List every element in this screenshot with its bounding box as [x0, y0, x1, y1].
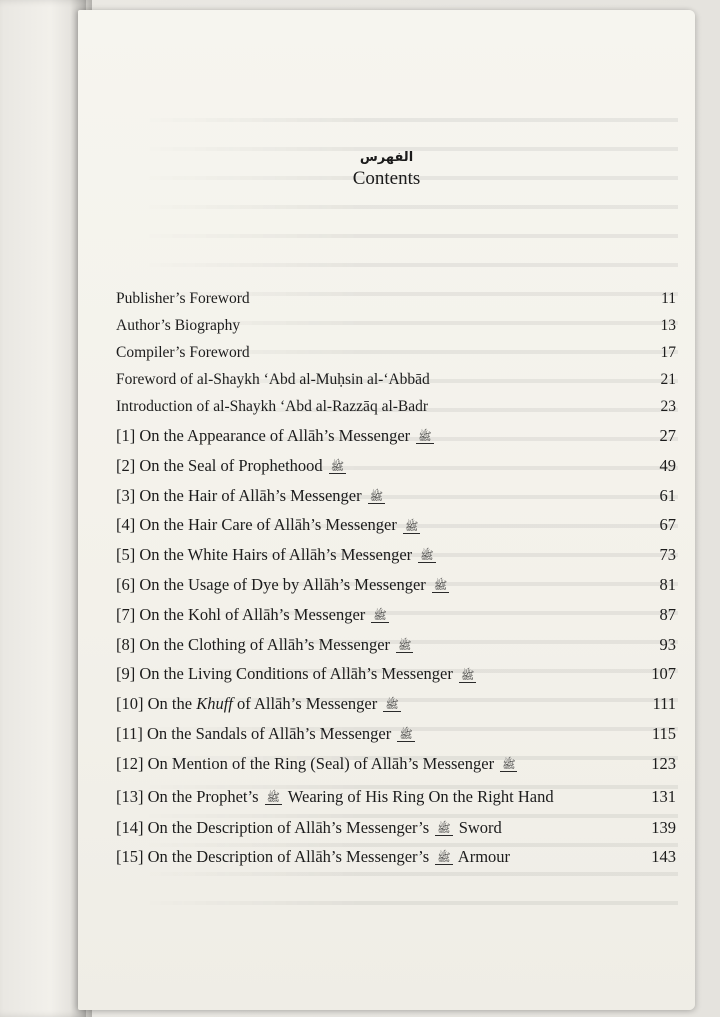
toc-entry-title: [12] On Mention of the Ring (Seal) of Allāh’s Messenger ﷺ: [116, 753, 516, 773]
toc-entry-title: [4] On the Hair Care of Allāh’s Messenger ﷺ: [116, 515, 419, 535]
toc-entry-title: [5] On the White Hairs of Allāh’s Messenger ﷺ: [116, 545, 434, 565]
honorific-icon: ﷺ: [373, 609, 387, 622]
toc-entry: [116, 693, 676, 715]
toc-page-number: 123: [651, 753, 676, 773]
toc-page-number: 107: [651, 664, 676, 684]
honorific-icon: ﷺ: [418, 430, 432, 444]
toc-page-number: 87: [659, 604, 676, 624]
contents-heading: Contents: [352, 168, 421, 189]
toc-entry: [116, 574, 676, 596]
honorific-icon: ﷺ: [437, 821, 451, 835]
toc-entry: [116, 514, 676, 536]
toc-page-number: 67: [659, 515, 676, 535]
toc-entry: [116, 634, 676, 656]
honorific-icon: ﷺ: [266, 790, 280, 804]
toc-page-number: 23: [660, 398, 676, 415]
honorific-icon: ﷺ: [420, 549, 434, 563]
toc-entry-title: [10] On the Khuff of Allāh’s Messenger ﷺ: [116, 694, 399, 714]
toc-page-number: 61: [659, 485, 676, 505]
toc-entry: [116, 723, 676, 745]
toc-page-number: 13: [660, 317, 676, 334]
toc-entry: [116, 817, 676, 839]
arabic-heading: الفهرس: [359, 150, 414, 165]
toc-entry-title: [1] On the Appearance of Allāh’s Messenger ﷺ: [116, 426, 432, 445]
toc-entry: [116, 485, 676, 507]
toc-entry: [116, 604, 676, 626]
toc-page-number: 73: [659, 545, 676, 565]
toc-entry-title: Author’s Biography: [116, 317, 241, 334]
toc-entry-title: [2] On the Seal of Prophethood ﷺ: [116, 455, 345, 475]
toc-page-number: 111: [652, 694, 676, 714]
toc-entry: [116, 342, 676, 363]
toc-entry-title: [14] On the Description of Allāh’s Messenger’s ﷺ Sword: [116, 817, 502, 837]
toc-page-number: 49: [659, 455, 676, 475]
honorific-icon: ﷺ: [502, 757, 516, 771]
toc-entry-title: Foreword of al-Shaykh ‘Abd al-Muḥsin al-‘Abbād: [116, 371, 430, 388]
toc-entry-title: Publisher’s Foreword: [116, 290, 250, 307]
toc-entry: [116, 315, 676, 336]
toc-entry-title: [11] On the Sandals of Allāh’s Messenger ﷺ: [116, 723, 413, 743]
toc-page-number: 115: [651, 723, 676, 743]
toc-page-number: 17: [660, 344, 676, 361]
honorific-icon: ﷺ: [330, 460, 345, 474]
honorific-icon: ﷺ: [398, 638, 412, 652]
honorific-icon: ﷺ: [437, 850, 451, 864]
table-of-contents: [116, 288, 676, 868]
toc-entry-title: [13] On the Prophet’s ﷺ Wearing of His Ring On the Right Hand: [116, 786, 554, 806]
toc-entry-title: [15] On the Description of Allāh’s Messenger’s ﷺ Armour: [116, 846, 511, 866]
toc-entry: [116, 396, 676, 417]
toc-entry: [116, 846, 676, 868]
italic-term: Khuff: [196, 694, 233, 714]
honorific-icon: ﷺ: [399, 728, 413, 742]
toc-entry-title: [3] On the Hair of Allāh’s Messenger ﷺ: [116, 485, 384, 505]
toc-entry: [116, 663, 676, 685]
toc-entry-title: Compiler’s Foreword: [116, 344, 250, 361]
toc-entry: [116, 288, 676, 309]
honorific-icon: ﷺ: [405, 519, 419, 533]
honorific-icon: ﷺ: [385, 698, 399, 712]
toc-page-number: 131: [651, 786, 676, 806]
toc-entry: [116, 369, 676, 390]
toc-entry: [116, 455, 676, 477]
toc-page-number: 27: [659, 426, 676, 445]
toc-page-number: 11: [661, 290, 676, 307]
toc-entry-title: [9] On the Living Conditions of Allāh’s Messenger ﷺ: [116, 664, 475, 684]
toc-page-number: 21: [660, 371, 676, 388]
toc-entry-title: [6] On the Usage of Dye by Allāh’s Messenger ﷺ: [116, 574, 448, 594]
toc-entry-title: [7] On the Kohl of Allāh’s Messenger ﷺ: [116, 604, 387, 624]
toc-entry-title: [8] On the Clothing of Allāh’s Messenger ﷺ: [116, 634, 412, 654]
toc-page-number: 81: [659, 574, 676, 594]
toc-page-number: 93: [659, 634, 676, 654]
toc-entry-title: Introduction of al-Shaykh ‘Abd al-Razzāq al-Badr: [116, 398, 429, 415]
toc-page-number: 139: [651, 817, 676, 837]
toc-entry: [116, 425, 676, 447]
toc-page-number: 143: [651, 846, 676, 866]
toc-entry: [116, 783, 676, 810]
honorific-icon: ﷺ: [369, 489, 384, 503]
book-page: [78, 10, 695, 1010]
toc-entry: [116, 544, 676, 566]
honorific-icon: ﷺ: [460, 668, 475, 682]
honorific-icon: ﷺ: [433, 579, 448, 593]
toc-entry: [116, 753, 676, 775]
